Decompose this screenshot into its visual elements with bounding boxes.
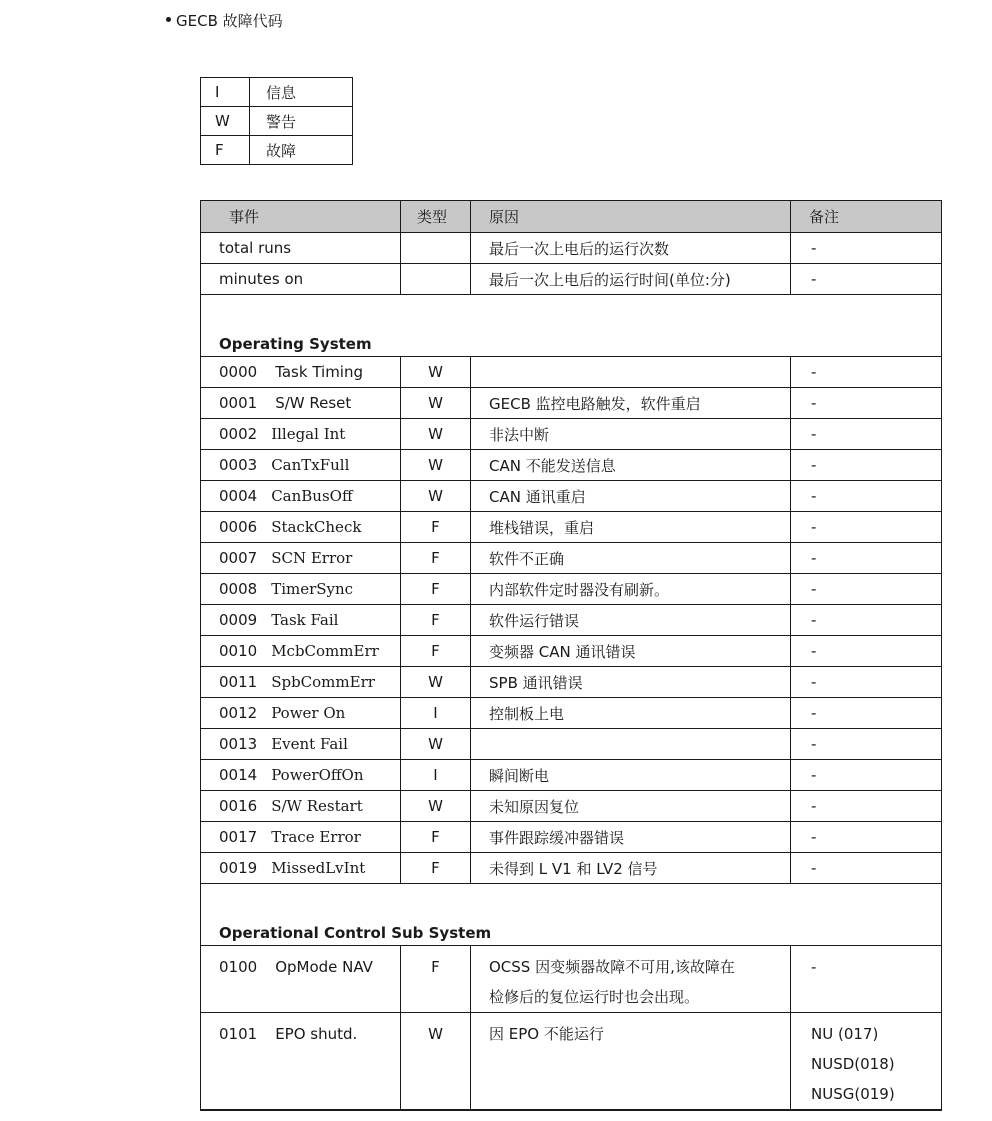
- event-cell: [201, 822, 401, 853]
- section-row: [201, 295, 942, 357]
- event-name: OpMode NAV: [275, 958, 373, 976]
- event-name: Event Fail: [271, 735, 348, 753]
- type-cell: F: [401, 822, 471, 853]
- type-cell: F: [401, 512, 471, 543]
- table-row: [201, 667, 942, 698]
- cause-cell: 事件跟踪缓冲器错误: [471, 822, 791, 853]
- table-header-row: [201, 201, 942, 233]
- type-cell: F: [401, 946, 471, 1013]
- bullet-icon: [166, 17, 171, 22]
- note-cell: -: [791, 450, 942, 481]
- event-cell: [201, 1013, 401, 1111]
- cause-cell: 瞬间断电: [471, 760, 791, 791]
- type-cell: W: [401, 729, 471, 760]
- event-name: CanBusOff: [271, 487, 353, 505]
- type-cell: W: [401, 357, 471, 388]
- table-body: [201, 233, 942, 1111]
- cause-cell: 非法中断: [471, 419, 791, 450]
- note-cell: -: [791, 512, 942, 543]
- event-name: McbCommErr: [271, 642, 379, 660]
- cause-cell: CAN 通讯重启: [471, 481, 791, 512]
- note-cell: -: [791, 853, 942, 884]
- cause-cell: [471, 1013, 791, 1111]
- event-cell: [201, 667, 401, 698]
- event-cell: [201, 698, 401, 729]
- event-code: 0003: [219, 456, 258, 474]
- note-line: NU (017): [811, 1025, 879, 1043]
- cause-cell: [471, 729, 791, 760]
- section-row: [201, 884, 942, 946]
- event-cell: total runs: [201, 233, 401, 264]
- legend-row: [201, 136, 353, 165]
- type-cell: F: [401, 853, 471, 884]
- event-name: StackCheck: [271, 518, 362, 536]
- cause-line: 因 EPO 不能运行: [489, 1025, 604, 1043]
- legend-row: [201, 78, 353, 107]
- event-code: 0016: [219, 797, 258, 815]
- cause-cell: 最后一次上电后的运行时间(单位:分): [471, 264, 791, 295]
- type-cell: F: [401, 543, 471, 574]
- table-row: [201, 233, 942, 264]
- table-row: [201, 791, 942, 822]
- event-cell: [201, 543, 401, 574]
- note-cell: -: [791, 419, 942, 450]
- event-code: 0000: [219, 363, 258, 381]
- event-code: 0002: [219, 425, 258, 443]
- event-code: 0004: [219, 487, 258, 505]
- type-cell: F: [401, 574, 471, 605]
- event-cell: [201, 636, 401, 667]
- note-cell: -: [791, 822, 942, 853]
- cause-cell: GECB 监控电路触发，软件重启: [471, 388, 791, 419]
- table-row: [201, 822, 942, 853]
- table-row: [201, 946, 942, 1013]
- table-row: [201, 450, 942, 481]
- event-code: 0007: [219, 549, 258, 567]
- event-code: 0101: [219, 1025, 258, 1043]
- event-code: 0100: [219, 958, 258, 976]
- event-code: 0017: [219, 828, 258, 846]
- cause-cell: 未知原因复位: [471, 791, 791, 822]
- note-cell: -: [791, 760, 942, 791]
- cause-cell: 控制板上电: [471, 698, 791, 729]
- note-line: NUSD(018): [811, 1055, 895, 1073]
- event-name: Illegal Int: [271, 425, 346, 443]
- event-name: Task Fail: [271, 611, 339, 629]
- event-name: Task Timing: [275, 363, 364, 381]
- event-cell: [201, 388, 401, 419]
- cause-cell: 软件运行错误: [471, 605, 791, 636]
- cause-cell: 堆栈错误，重启: [471, 512, 791, 543]
- header-note: 备注: [791, 201, 942, 233]
- table-row: [201, 357, 942, 388]
- table-row: [201, 729, 942, 760]
- note-cell: -: [791, 388, 942, 419]
- event-code: 0008: [219, 580, 258, 598]
- event-cell: [201, 450, 401, 481]
- legend-row: [201, 107, 353, 136]
- event-cell: [201, 481, 401, 512]
- note-line: -: [811, 958, 817, 976]
- event-name: Trace Error: [271, 828, 361, 846]
- cause-cell: SPB 通讯错误: [471, 667, 791, 698]
- event-name: SCN Error: [271, 549, 353, 567]
- table-row: [201, 605, 942, 636]
- table-row: [201, 1013, 942, 1111]
- note-cell: -: [791, 667, 942, 698]
- table-row: [201, 543, 942, 574]
- note-cell: [791, 1013, 942, 1111]
- event-name: S/W Reset: [275, 394, 352, 412]
- type-cell: F: [401, 636, 471, 667]
- event-code: 0013: [219, 735, 258, 753]
- fault-code-table: [200, 200, 942, 1111]
- table-row: [201, 698, 942, 729]
- event-name: S/W Restart: [271, 797, 363, 815]
- legend-code: F: [201, 136, 250, 165]
- type-cell: W: [401, 791, 471, 822]
- note-cell: -: [791, 605, 942, 636]
- event-code: 0001: [219, 394, 258, 412]
- legend-code: W: [201, 107, 250, 136]
- note-cell: [791, 946, 942, 1013]
- event-name: MissedLvInt: [271, 859, 366, 877]
- event-name: TimerSync: [271, 580, 354, 598]
- type-cell: W: [401, 388, 471, 419]
- event-name: Power On: [271, 704, 346, 722]
- legend-code: I: [201, 78, 250, 107]
- heading-text: GECB 故障代码: [176, 12, 283, 30]
- event-code: 0019: [219, 859, 258, 877]
- legend-desc: 信息: [250, 78, 353, 107]
- note-cell: -: [791, 636, 942, 667]
- event-name: SpbCommErr: [271, 673, 375, 691]
- event-cell: [201, 357, 401, 388]
- event-cell: [201, 791, 401, 822]
- legend-desc: 故障: [250, 136, 353, 165]
- note-cell: -: [791, 233, 942, 264]
- event-cell: [201, 419, 401, 450]
- type-cell: I: [401, 760, 471, 791]
- cause-cell: 最后一次上电后的运行次数: [471, 233, 791, 264]
- note-cell: -: [791, 698, 942, 729]
- note-cell: -: [791, 574, 942, 605]
- event-cell: [201, 605, 401, 636]
- event-name: CanTxFull: [271, 456, 350, 474]
- event-cell: [201, 512, 401, 543]
- event-code: 0014: [219, 766, 258, 784]
- table-row: [201, 264, 942, 295]
- type-cell: W: [401, 1013, 471, 1111]
- type-cell: I: [401, 698, 471, 729]
- table-row: [201, 853, 942, 884]
- cause-line: 检修后的复位运行时也会出现。: [489, 988, 700, 1006]
- type-cell: W: [401, 450, 471, 481]
- event-name: PowerOffOn: [271, 766, 364, 784]
- type-cell: W: [401, 481, 471, 512]
- note-cell: -: [791, 791, 942, 822]
- note-cell: -: [791, 543, 942, 574]
- event-cell: [201, 729, 401, 760]
- cause-cell: 内部软件定时器没有刷新。: [471, 574, 791, 605]
- event-code: 0012: [219, 704, 258, 722]
- table-row: [201, 481, 942, 512]
- header-type: 类型: [401, 201, 471, 233]
- cause-cell: 软件不正确: [471, 543, 791, 574]
- cause-cell: 未得到 L V1 和 LV2 信号: [471, 853, 791, 884]
- cause-cell: CAN 不能发送信息: [471, 450, 791, 481]
- event-cell: [201, 853, 401, 884]
- type-cell: [401, 233, 471, 264]
- note-cell: -: [791, 264, 942, 295]
- table-row: [201, 388, 942, 419]
- section-title-ocss: Operational Control Sub System: [201, 884, 942, 946]
- event-cell: [201, 946, 401, 1013]
- type-cell: W: [401, 419, 471, 450]
- table-row: [201, 760, 942, 791]
- table-row: [201, 636, 942, 667]
- event-cell: minutes on: [201, 264, 401, 295]
- table-row: [201, 512, 942, 543]
- type-legend-table: [200, 77, 353, 165]
- event-code: 0006: [219, 518, 258, 536]
- event-cell: [201, 760, 401, 791]
- note-cell: -: [791, 481, 942, 512]
- note-cell: -: [791, 729, 942, 760]
- note-cell: -: [791, 357, 942, 388]
- event-code: 0009: [219, 611, 258, 629]
- header-event: 事件: [201, 201, 401, 233]
- note-line: NUSG(019): [811, 1085, 895, 1103]
- cause-cell: [471, 946, 791, 1013]
- event-name: EPO shutd.: [275, 1025, 358, 1043]
- table-row: [201, 574, 942, 605]
- page-heading: [166, 10, 283, 31]
- header-cause: 原因: [471, 201, 791, 233]
- event-code: 0011: [219, 673, 258, 691]
- type-cell: W: [401, 667, 471, 698]
- section-title-os: Operating System: [201, 295, 942, 357]
- legend-desc: 警告: [250, 107, 353, 136]
- cause-cell: 变频器 CAN 通讯错误: [471, 636, 791, 667]
- event-cell: [201, 574, 401, 605]
- cause-cell: [471, 357, 791, 388]
- type-cell: [401, 264, 471, 295]
- cause-line: OCSS 因变频器故障不可用,该故障在: [489, 958, 735, 976]
- table-row: [201, 419, 942, 450]
- event-code: 0010: [219, 642, 258, 660]
- type-cell: F: [401, 605, 471, 636]
